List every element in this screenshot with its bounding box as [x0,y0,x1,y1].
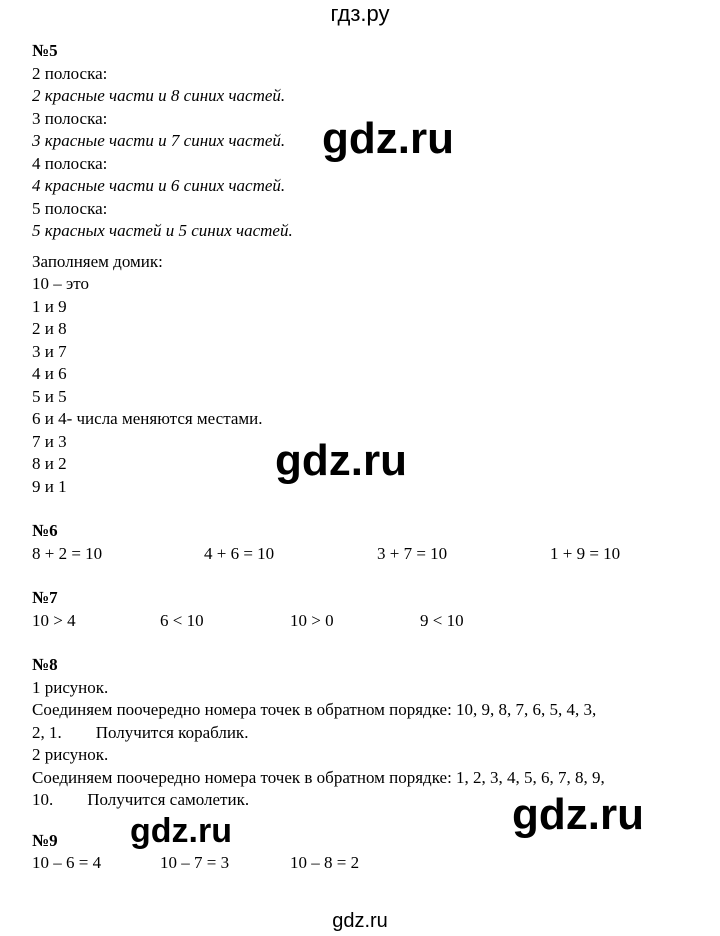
task-7-comparisons [32,610,692,633]
site-footer: gdz.ru [332,910,388,932]
house-line: 1 и 9 [32,296,67,316]
task-7-title: №7 [32,588,58,607]
equation: 3 + 7 = 10 [377,543,448,563]
house-line: 7 и 3 [32,431,67,451]
equation: 1 + 9 = 10 [550,543,621,563]
task-8-title: №8 [32,655,58,674]
task-6-title: №6 [32,521,58,540]
strip-2-text: 2 красные части и 8 синих частей. [32,86,286,105]
site-header: гдз.ру [330,1,390,26]
equation: 8 + 2 = 10 [32,543,103,563]
task-8-line: Соединяем поочередно номера точек в обратном порядке: 10, 9, 8, 7, 6, 5, 4, 3, [32,700,597,719]
comparison: 9 < 10 [420,610,464,630]
watermark: gdz.ru [130,812,232,850]
house-line: 5 и 5 [32,386,67,406]
house-line: 4 и 6 [32,364,67,383]
equation: 4 + 6 = 10 [204,543,275,563]
task-9-title: №9 [32,830,58,850]
strip-3-label: 3 полоска: [32,108,108,128]
task-9-equations [32,852,692,875]
comparison: 10 > 0 [290,610,334,630]
strip-5-label: 5 полоска: [32,198,108,218]
house-intro: Заполняем домик: [32,251,163,271]
task-8-line: Соединяем поочередно номера точек в обратном порядке: 1, 2, 3, 4, 5, 6, 7, 8, 9, [32,767,605,787]
house-line: 8 и 2 [32,454,67,473]
equation: 10 – 7 = 3 [160,853,230,872]
equation: 10 – 8 = 2 [290,853,360,872]
task-5-title: №5 [32,41,58,60]
task-8-line: 2, 1. Получится кораблик. [32,722,249,742]
watermark: gdz.ru [322,114,454,163]
comparison: 10 > 4 [32,610,76,630]
task-8-line: 1 рисунок. [32,677,109,697]
house-line: 9 и 1 [32,476,67,496]
task-6-equations [32,543,692,566]
strip-4-label: 4 полоска: [32,153,108,173]
task-8-line: 2 рисунок. [32,745,109,764]
watermark: gdz.ru [275,436,407,485]
strip-2-label: 2 полоска: [32,63,108,83]
strip-4-text: 4 красные части и 6 синих частей. [32,176,286,195]
house-line: 3 и 7 [32,341,67,361]
watermark: gdz.ru [512,790,644,839]
house-line: 6 и 4- числа меняются местами. [32,409,263,428]
house-line: 10 – это [32,274,90,293]
comparison: 6 < 10 [160,610,204,630]
house-line: 2 и 8 [32,319,67,338]
task-8-line: 10. Получится самолетик. [32,790,250,809]
strip-3-text: 3 красные части и 7 синих частей. [32,131,286,150]
equation: 10 – 6 = 4 [32,853,102,872]
strip-5-text: 5 красных частей и 5 синих частей. [32,221,293,240]
